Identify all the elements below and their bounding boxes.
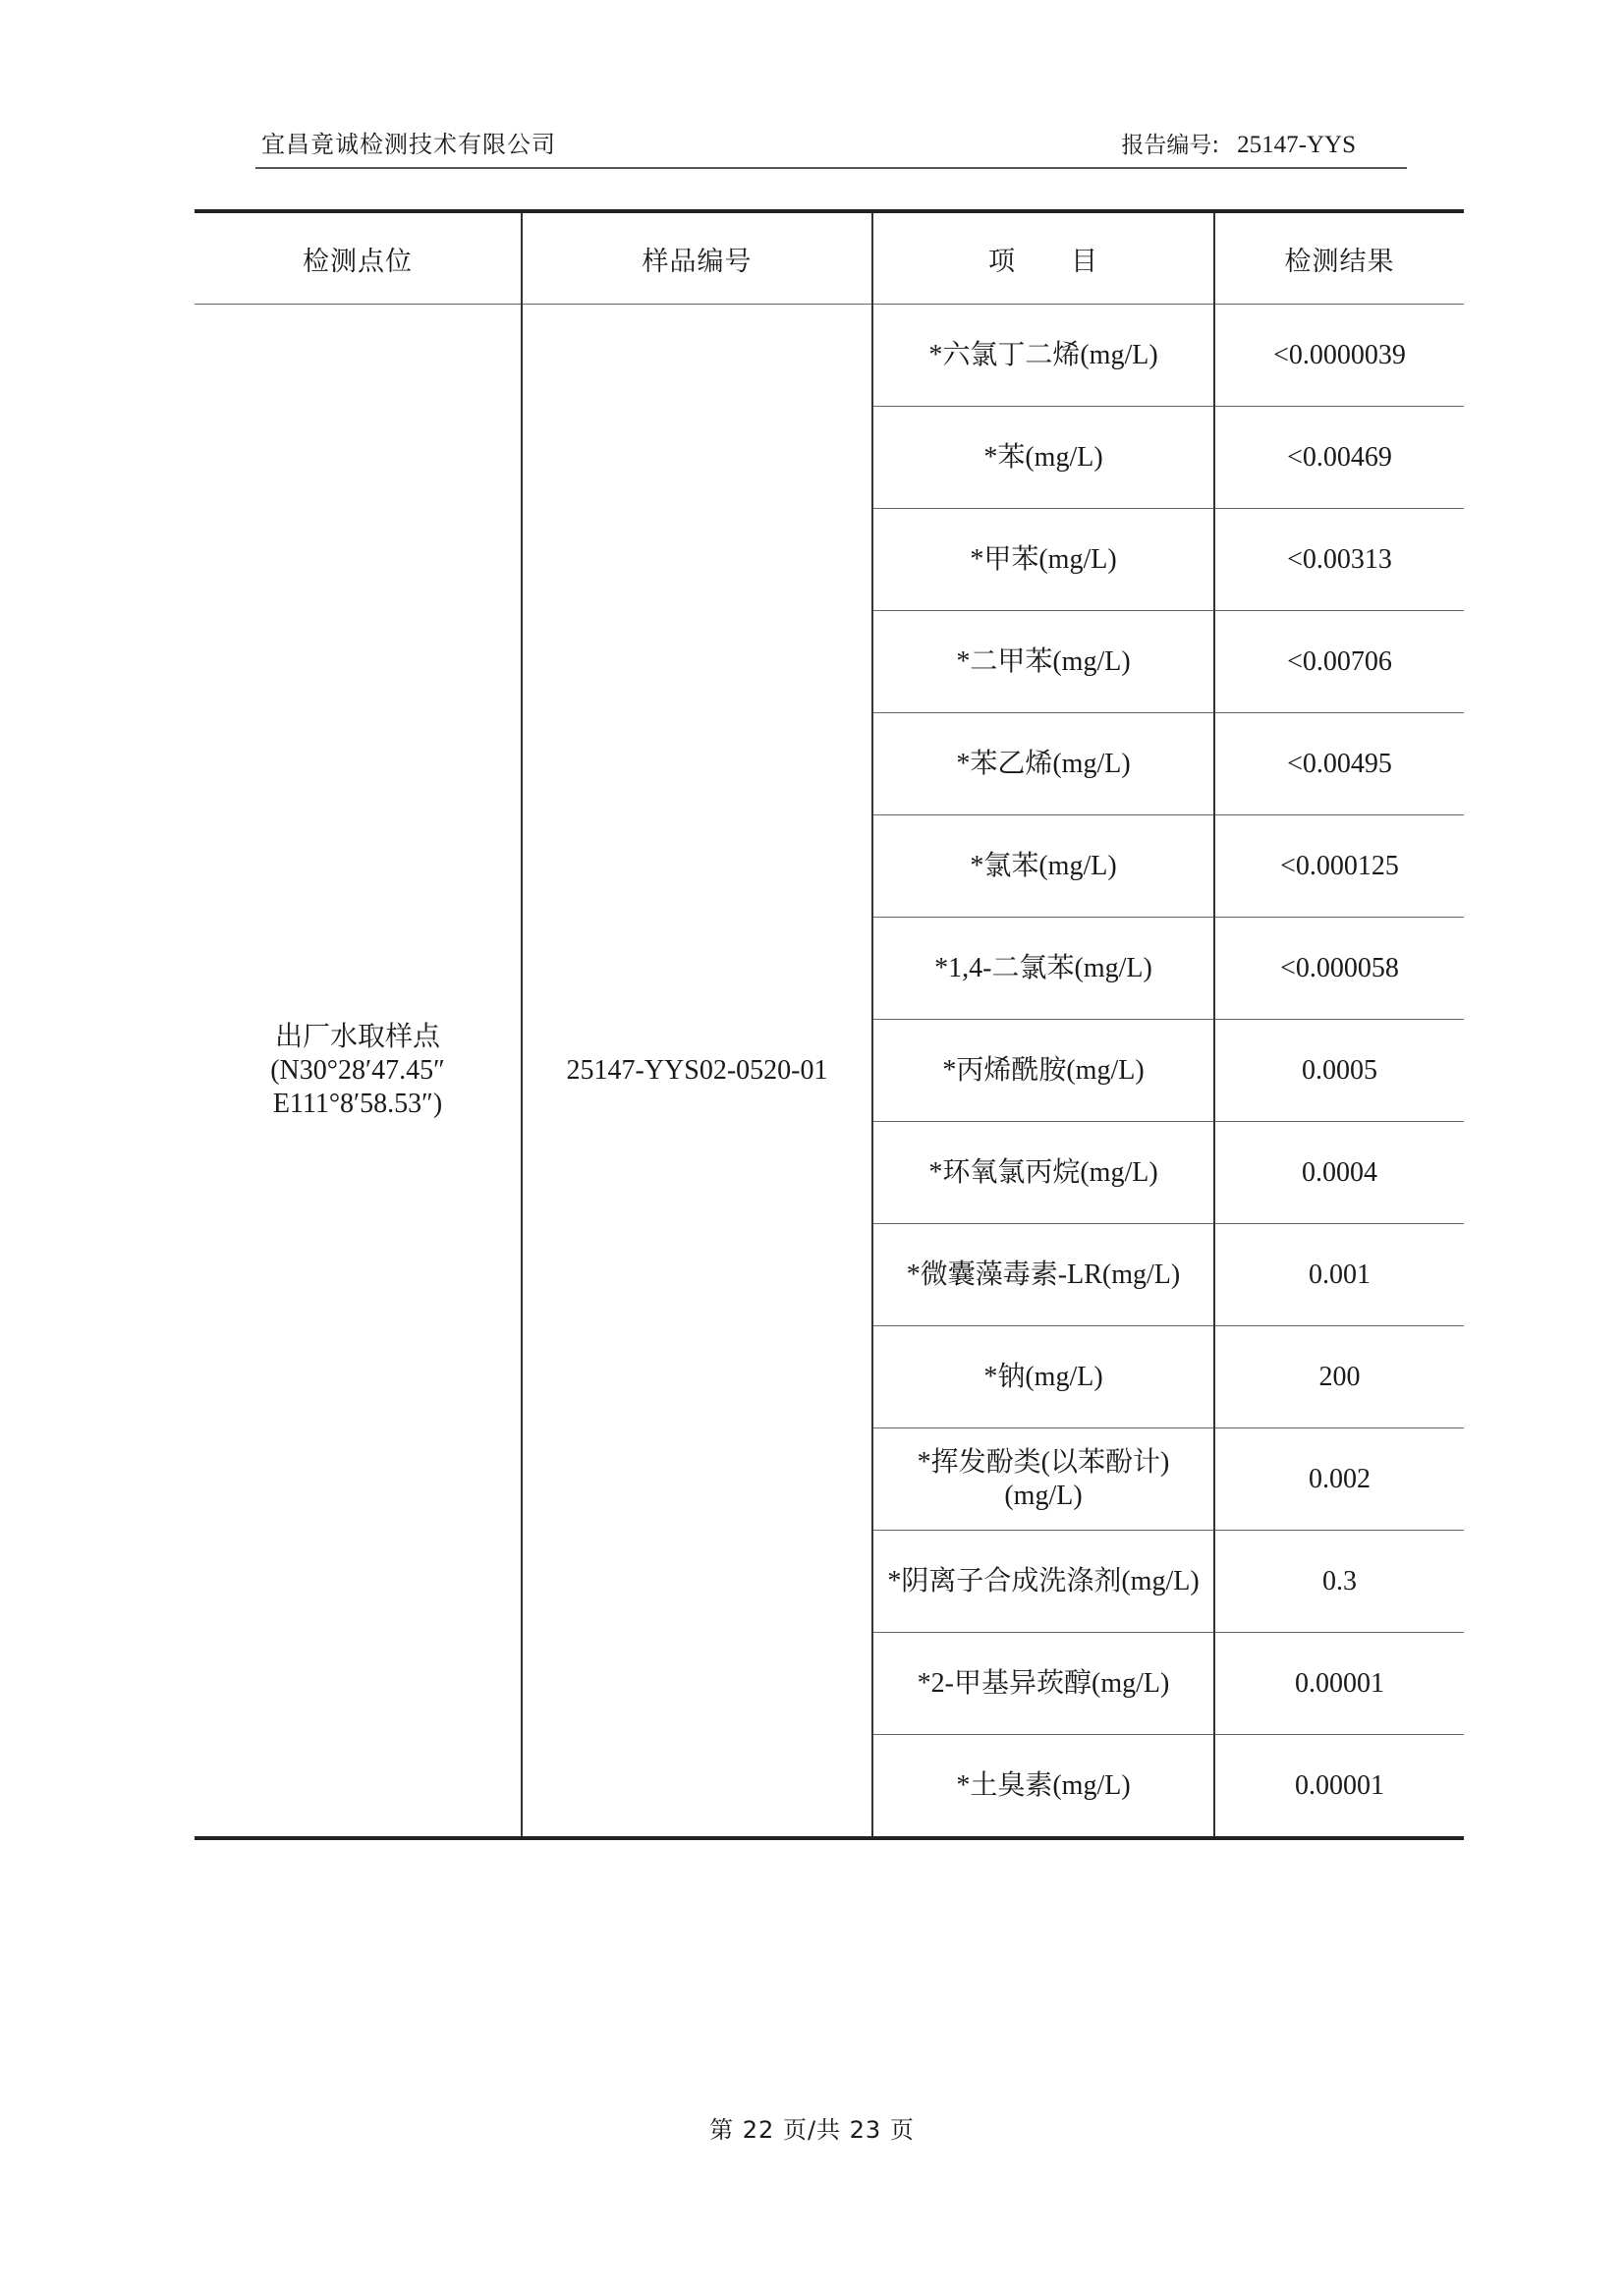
- column-header-result: 检测结果: [1214, 211, 1464, 305]
- report-number-value: 25147-YYS: [1237, 132, 1356, 158]
- location-latitude: (N30°28′47.45″: [270, 1054, 445, 1086]
- test-result: <0.00313: [1214, 509, 1464, 611]
- test-result: <0.00495: [1214, 713, 1464, 815]
- test-item: *苯乙烯(mg/L): [872, 713, 1214, 815]
- test-result: 0.002: [1214, 1428, 1464, 1531]
- test-item: *2-甲基异莰醇(mg/L): [872, 1633, 1214, 1735]
- sampling-location: [195, 305, 522, 1839]
- column-header-sample-id: 样品编号: [522, 211, 872, 305]
- report-number-label: 报告编号:: [1121, 133, 1220, 158]
- test-result: 0.0004: [1214, 1122, 1464, 1224]
- location-name: 出厂水取样点: [274, 1021, 440, 1052]
- sample-id: 25147-YYS02-0520-01: [522, 305, 872, 1839]
- test-result: <0.00469: [1214, 407, 1464, 509]
- page-header: [255, 120, 1407, 169]
- test-result: <0.00706: [1214, 611, 1464, 713]
- test-item: *丙烯酰胺(mg/L): [872, 1020, 1214, 1122]
- test-item: *二甲苯(mg/L): [872, 611, 1214, 713]
- test-result: 0.00001: [1214, 1633, 1464, 1735]
- company-name: 宜昌竟诚检测技术有限公司: [261, 131, 556, 158]
- test-item: *微囊藻毒素-LR(mg/L): [872, 1224, 1214, 1326]
- test-result: 0.00001: [1214, 1735, 1464, 1839]
- report-number: [1121, 127, 1356, 159]
- test-result: <0.000058: [1214, 918, 1464, 1020]
- test-item: *环氧氯丙烷(mg/L): [872, 1122, 1214, 1224]
- test-result: 0.3: [1214, 1531, 1464, 1633]
- column-header-location: 检测点位: [195, 211, 522, 305]
- column-header-item: 项 目: [872, 211, 1214, 305]
- table-row: [195, 305, 1464, 407]
- results-table: [195, 209, 1464, 1840]
- test-item: *土臭素(mg/L): [872, 1735, 1214, 1839]
- test-result: <0.000125: [1214, 815, 1464, 918]
- location-longitude: E111°8′58.53″): [272, 1088, 443, 1119]
- test-item: *六氯丁二烯(mg/L): [872, 305, 1214, 407]
- test-item: *阴离子合成洗涤剂(mg/L): [872, 1531, 1214, 1633]
- test-result: <0.0000039: [1214, 305, 1464, 407]
- test-item: *苯(mg/L): [872, 407, 1214, 509]
- test-item: *挥发酚类(以苯酚计)(mg/L): [872, 1428, 1214, 1531]
- test-result: 200: [1214, 1326, 1464, 1428]
- table-header-row: [195, 211, 1464, 305]
- test-item: *钠(mg/L): [872, 1326, 1214, 1428]
- test-result: 0.0005: [1214, 1020, 1464, 1122]
- page-number: 第 22 页/共 23 页: [709, 2116, 915, 2144]
- test-item: *氯苯(mg/L): [872, 815, 1214, 918]
- test-result: 0.001: [1214, 1224, 1464, 1326]
- test-item: *1,4-二氯苯(mg/L): [872, 918, 1214, 1020]
- test-item: *甲苯(mg/L): [872, 509, 1214, 611]
